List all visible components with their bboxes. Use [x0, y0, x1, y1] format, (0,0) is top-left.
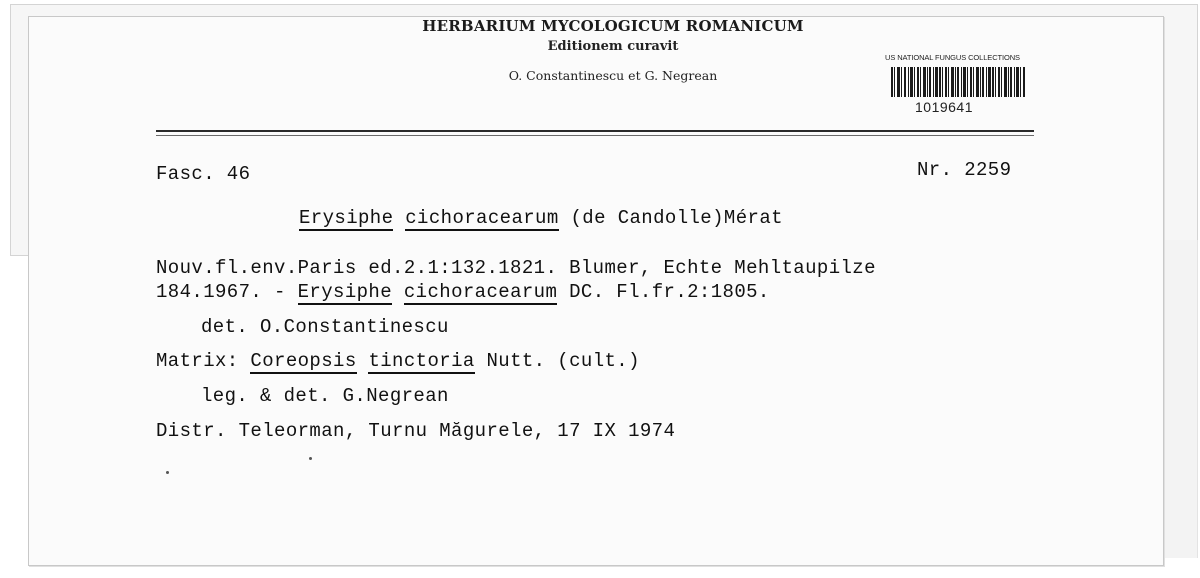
species-name [299, 207, 783, 229]
exsiccata-number: Nr. 2259 [917, 159, 1012, 181]
barcode-caption: US NATIONAL FUNGUS COLLECTIONS [885, 53, 1020, 62]
reference-prefix: 184.1967. - [156, 281, 298, 303]
species-authority: (de Candolle)Mérat [570, 207, 783, 229]
header-divider-thin [156, 135, 1034, 136]
matrix-suffix: Nutt. (cult.) [474, 350, 640, 372]
catalog-number: 1019641 [915, 99, 974, 115]
herbarium-subtitle: Editionem curavit [547, 39, 679, 54]
header-divider [156, 130, 1034, 132]
herbarium-editors: O. Constantinescu et G. Negrean [508, 68, 718, 83]
matrix-genus: Coreopsis [250, 350, 357, 372]
speck [166, 471, 169, 474]
reference-line-1: Nouv.fl.env.Paris ed.2.1:132.1821. Blumer, Echte Mehltaupilze [156, 257, 876, 279]
collector: leg. & det. G.Negrean [201, 385, 449, 407]
matrix-line [156, 350, 640, 372]
reference-epithet: cichoracearum [403, 281, 558, 303]
species-genus: Erysiphe [299, 207, 394, 229]
locality: Distr. Teleorman, Turnu Măgurele, 17 IX 1974 [156, 420, 676, 442]
determiner: det. O.Constantinescu [201, 316, 449, 338]
herbarium-title: HERBARIUM MYCOLOGICUM ROMANICUM [422, 17, 804, 35]
reference-suffix: DC. Fl.fr.2:1805. [557, 281, 770, 303]
backing-sheet-edge [1160, 240, 1198, 558]
fascicle-number: Fasc. 46 [156, 163, 251, 185]
matrix-prefix: Matrix: [156, 350, 251, 372]
reference-genus: Erysiphe [297, 281, 393, 303]
matrix-epithet: tinctoria [368, 350, 475, 372]
herbarium-label [28, 16, 1164, 566]
speck [309, 457, 312, 460]
species-epithet: cichoracearum [405, 207, 559, 229]
barcode-block [885, 53, 1035, 123]
reference-line-2 [156, 281, 770, 303]
barcode-icon [891, 67, 1025, 97]
